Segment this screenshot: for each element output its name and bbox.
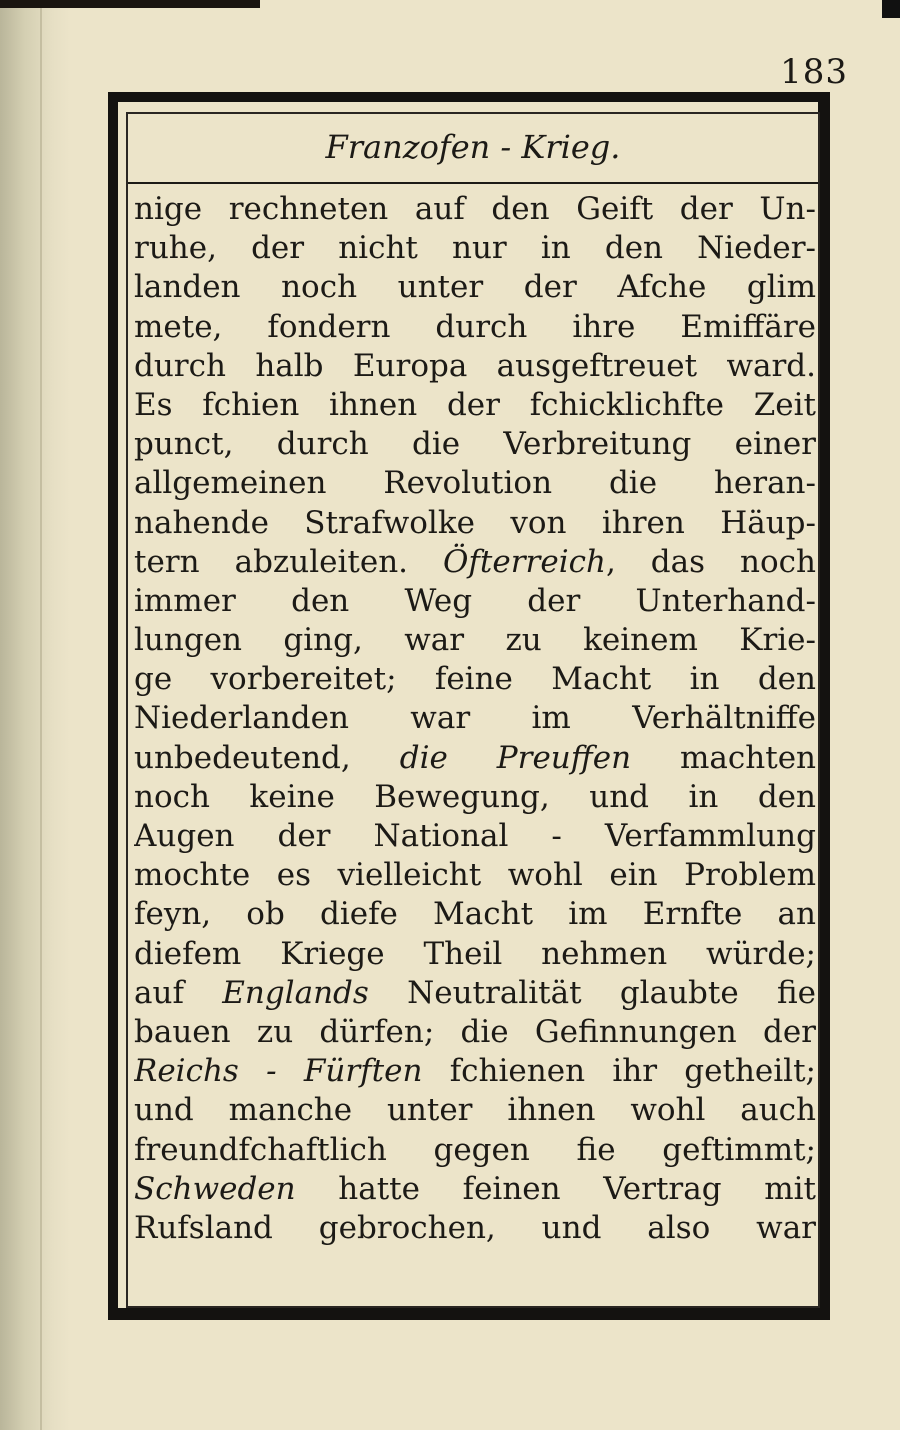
text-line	[134, 856, 816, 895]
text-line	[134, 699, 816, 738]
text-segment: fchienen ihr getheilt;	[422, 1053, 816, 1090]
text-line	[134, 1209, 816, 1248]
page-gutter	[0, 0, 70, 1430]
text-line	[134, 504, 816, 543]
text-segment: mete, fondern durch ihre Emiffäre	[134, 308, 816, 345]
text-segment: Es fchien ihnen der fchicklichfte Zeit	[134, 386, 816, 423]
text-segment: hatte feinen Vertrag mit	[295, 1170, 816, 1207]
text-segment: mochte es vielleicht wohl ein Problem	[134, 857, 816, 894]
text-segment: allgemeinen Revolution die heran-	[134, 465, 816, 502]
head-rule	[128, 182, 818, 184]
text-line	[134, 1131, 816, 1170]
text-segment: punct, durch die Verbreitung einer	[134, 426, 816, 463]
emphasized-text: Reichs - Fürften	[134, 1053, 423, 1090]
text-segment: auf	[134, 974, 223, 1011]
text-line	[134, 464, 816, 503]
scan-edge-corner	[882, 0, 900, 18]
text-line	[134, 425, 816, 464]
text-line	[134, 190, 816, 229]
text-line	[134, 268, 816, 307]
text-line	[134, 1013, 816, 1052]
text-line	[134, 621, 816, 660]
text-segment: durch halb Europa ausgeftreuet ward.	[134, 347, 816, 384]
text-line	[134, 739, 816, 778]
text-segment: unbedeutend,	[134, 739, 400, 776]
text-segment: feyn, ob diefe Macht im Ernfte an	[134, 896, 816, 933]
text-line	[134, 308, 816, 347]
emphasized-text: Englands	[222, 974, 369, 1011]
running-head: Franzofen - Krieg.	[325, 128, 621, 166]
text-line	[134, 660, 816, 699]
body-text	[134, 190, 816, 1248]
scan-edge-top	[0, 0, 260, 8]
text-line	[134, 1091, 816, 1130]
text-line	[134, 582, 816, 621]
text-segment: machten	[631, 739, 816, 776]
text-line	[134, 543, 816, 582]
text-segment: ruhe, der nicht nur in den Nieder-	[134, 230, 816, 267]
text-segment: bauen zu dürfen; die Gefinnungen der	[134, 1013, 816, 1050]
text-segment: ge vorbereitet; feine Macht in den	[134, 661, 816, 698]
text-segment: und manche unter ihnen wohl auch	[134, 1092, 816, 1129]
text-segment: , das noch	[605, 543, 816, 580]
text-segment: Augen der National - Verfammlung	[134, 818, 816, 854]
text-line	[134, 817, 816, 856]
text-segment: freundfchaftlich gegen fie geftimmt;	[134, 1131, 816, 1168]
text-segment: Niederlanden war im Verhältniffe	[134, 700, 816, 737]
emphasized-text: Öfterreich	[443, 543, 606, 580]
text-segment: immer den Weg der Unterhand-	[134, 582, 816, 619]
text-segment: lungen ging, war zu keinem Krie-	[134, 622, 816, 659]
emphasized-text: Schweden	[134, 1170, 296, 1207]
text-line	[134, 974, 816, 1013]
text-line	[134, 347, 816, 386]
binding-line	[40, 0, 42, 1430]
emphasized-text: die Preuffen	[399, 739, 632, 776]
text-segment: diefem Kriege Theil nehmen würde;	[134, 935, 816, 972]
text-line	[134, 386, 816, 425]
text-segment: tern abzuleiten.	[134, 543, 444, 580]
text-line	[134, 935, 816, 974]
text-segment: landen noch unter der Afche glim	[134, 269, 816, 306]
text-segment: noch keine Bewegung, und in den	[134, 778, 816, 815]
text-line	[134, 229, 816, 268]
page-number: 183	[780, 52, 848, 92]
text-line	[134, 1052, 816, 1091]
text-line	[134, 895, 816, 934]
text-segment: nahende Strafwolke von ihren Häup-	[134, 504, 816, 541]
text-segment: Neutralität glaubte fie	[368, 974, 816, 1011]
text-line	[134, 1170, 816, 1209]
text-segment: nige rechneten auf den Geift der Un-	[134, 191, 816, 227]
text-line	[134, 778, 816, 817]
text-segment: Rufsland gebrochen, und also war	[134, 1209, 816, 1246]
